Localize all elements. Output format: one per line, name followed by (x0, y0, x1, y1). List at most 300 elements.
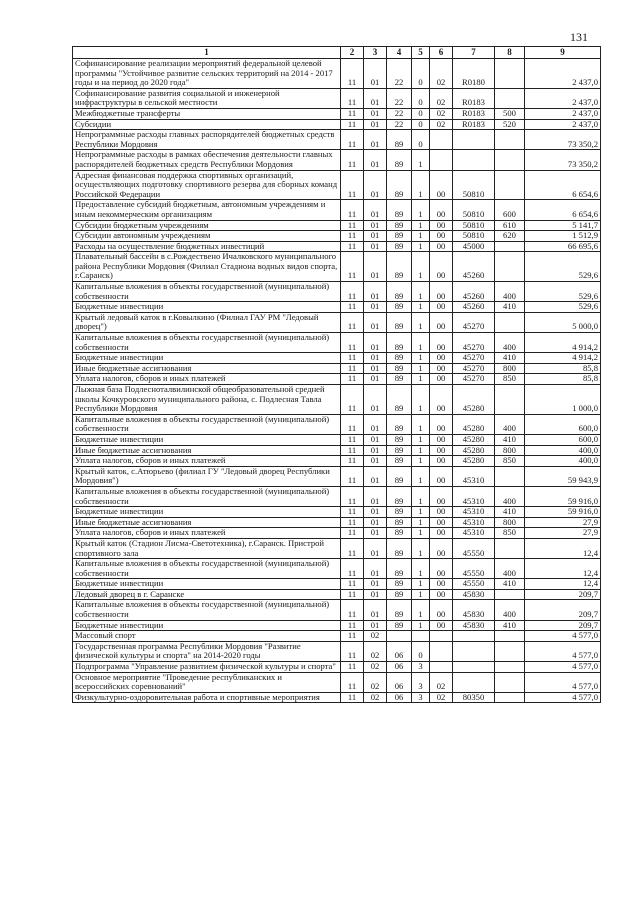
amount-cell: 4 577,0 (525, 641, 601, 661)
code-cell: 45280 (453, 456, 495, 467)
code-cell: 11 (341, 662, 364, 673)
code-cell: 11 (341, 241, 364, 252)
code-cell: 89 (387, 231, 412, 242)
row-name-cell: Бюджетные инвестиции (73, 579, 341, 590)
code-cell: 0 (412, 119, 430, 130)
code-cell: 01 (364, 528, 387, 539)
code-cell: 01 (364, 579, 387, 590)
code-cell: 00 (430, 589, 453, 600)
amount-cell: 5 000,0 (525, 312, 601, 332)
table-row (73, 59, 601, 89)
code-cell: 01 (364, 414, 387, 434)
row-name-cell: Ледовый дворец в г. Саранске (73, 589, 341, 600)
code-cell: 11 (341, 517, 364, 528)
code-cell: 89 (387, 414, 412, 434)
table-row (73, 385, 601, 415)
code-cell: 1 (412, 363, 430, 374)
amount-cell: 5 141,7 (525, 220, 601, 231)
code-cell: 11 (341, 620, 364, 631)
amount-cell: 4 577,0 (525, 631, 601, 642)
code-cell: 45310 (453, 517, 495, 528)
code-cell (495, 241, 525, 252)
amount-cell: 209,7 (525, 589, 601, 600)
code-cell: 1 (412, 241, 430, 252)
code-cell: 11 (341, 130, 364, 150)
code-cell: 01 (364, 333, 387, 353)
code-cell: 89 (387, 363, 412, 374)
code-cell: 89 (387, 333, 412, 353)
amount-cell: 2 437,0 (525, 108, 601, 119)
code-cell: 0 (412, 88, 430, 108)
code-cell: 1 (412, 507, 430, 518)
table-row (73, 150, 601, 170)
code-cell: 45260 (453, 302, 495, 313)
table-row (73, 672, 601, 692)
header-cell: 8 (495, 47, 525, 59)
code-cell: 45270 (453, 363, 495, 374)
code-cell: 01 (364, 589, 387, 600)
row-name-cell: Субсидии бюджетным учреждениям (73, 220, 341, 231)
amount-cell: 6 654,6 (525, 200, 601, 220)
amount-cell: 12,4 (525, 579, 601, 590)
header-cell: 4 (387, 47, 412, 59)
code-cell: 89 (387, 353, 412, 364)
code-cell: 620 (495, 231, 525, 242)
code-cell: 410 (495, 353, 525, 364)
code-cell: 410 (495, 302, 525, 313)
row-name-cell: Бюджетные инвестиции (73, 353, 341, 364)
header-cell: 1 (73, 47, 341, 59)
code-cell: 11 (341, 692, 364, 703)
amount-cell: 600,0 (525, 414, 601, 434)
code-cell: 89 (387, 579, 412, 590)
code-cell: R0183 (453, 108, 495, 119)
code-cell: 1 (412, 353, 430, 364)
amount-cell: 4 914,2 (525, 353, 601, 364)
code-cell: 11 (341, 600, 364, 620)
code-cell: 45270 (453, 353, 495, 364)
code-cell: 11 (341, 231, 364, 242)
table-row (73, 231, 601, 242)
code-cell: 06 (387, 662, 412, 673)
code-cell: 01 (364, 517, 387, 528)
code-cell: 11 (341, 466, 364, 486)
code-cell: 00 (430, 241, 453, 252)
code-cell: 400 (495, 414, 525, 434)
code-cell: 1 (412, 445, 430, 456)
code-cell: 00 (430, 528, 453, 539)
row-name-cell: Иные бюджетные ассигнования (73, 363, 341, 374)
row-name-cell: Капитальные вложения в объекты государственной (муниципальной) собственности (73, 600, 341, 620)
amount-cell: 85,8 (525, 374, 601, 385)
code-cell: 89 (387, 150, 412, 170)
row-name-cell: Адресная финансовая поддержка спортивных организаций, осуществляющих подготовку спортивного резерва для сборных команд Российской Федерации (73, 170, 341, 200)
code-cell (387, 631, 412, 642)
table-row (73, 538, 601, 558)
table-row (73, 434, 601, 445)
row-name-cell: Софинансирование развития социальной и инженерной инфраструктуры в сельской местности (73, 88, 341, 108)
code-cell (430, 150, 453, 170)
code-cell (453, 641, 495, 661)
code-cell (495, 672, 525, 692)
table-row (73, 579, 601, 590)
code-cell: 00 (430, 353, 453, 364)
code-cell: 800 (495, 363, 525, 374)
row-name-cell: Межбюджетные трансферты (73, 108, 341, 119)
code-cell: 1 (412, 200, 430, 220)
code-cell: 89 (387, 252, 412, 282)
page-number: 131 (570, 30, 588, 44)
code-cell: 00 (430, 385, 453, 415)
code-cell (430, 662, 453, 673)
code-cell: 11 (341, 414, 364, 434)
code-cell: 50810 (453, 220, 495, 231)
row-name-cell: Капитальные вложения в объекты государственной (муниципальной) собственности (73, 282, 341, 302)
code-cell: 45260 (453, 282, 495, 302)
code-cell: 400 (495, 600, 525, 620)
row-name-cell: Подпрограмма "Управление развитием физической культуры и спорта" (73, 662, 341, 673)
code-cell: 3 (412, 672, 430, 692)
table-row (73, 631, 601, 642)
budget-table (72, 46, 601, 703)
code-cell: 45280 (453, 434, 495, 445)
header-cell: 5 (412, 47, 430, 59)
table-row (73, 220, 601, 231)
code-cell: 0 (412, 108, 430, 119)
code-cell: 01 (364, 170, 387, 200)
code-cell: 00 (430, 414, 453, 434)
code-cell: 11 (341, 507, 364, 518)
amount-cell: 2 437,0 (525, 59, 601, 89)
code-cell: 01 (364, 282, 387, 302)
row-name-cell: Субсидии автономным учреждениям (73, 231, 341, 242)
row-name-cell: Расходы на осуществление бюджетных инвестиций (73, 241, 341, 252)
code-cell: 1 (412, 150, 430, 170)
code-cell: 800 (495, 445, 525, 456)
row-name-cell: Софинансирование реализации мероприятий федеральной целевой программы "Устойчивое развитие сельских территорий на 2014 - 2017 годы и на период до 2020 года" (73, 59, 341, 89)
code-cell: 11 (341, 108, 364, 119)
code-cell: 11 (341, 631, 364, 642)
code-cell: 1 (412, 559, 430, 579)
code-cell: 11 (341, 353, 364, 364)
table-row (73, 312, 601, 332)
code-cell: 1 (412, 302, 430, 313)
table-row (73, 252, 601, 282)
code-cell: 01 (364, 466, 387, 486)
code-cell: 06 (387, 692, 412, 703)
code-cell: 1 (412, 312, 430, 332)
code-cell: 89 (387, 466, 412, 486)
code-cell: 50810 (453, 170, 495, 200)
code-cell: 01 (364, 385, 387, 415)
code-cell: 02 (430, 672, 453, 692)
code-cell: 89 (387, 507, 412, 518)
code-cell: 11 (341, 59, 364, 89)
amount-cell: 209,7 (525, 600, 601, 620)
code-cell: 01 (364, 220, 387, 231)
code-cell (495, 88, 525, 108)
code-cell: 02 (430, 692, 453, 703)
row-name-cell: Основное мероприятие "Проведение республиканских и всероссийских соревнований" (73, 672, 341, 692)
row-name-cell: Капитальные вложения в объекты государственной (муниципальной) собственности (73, 559, 341, 579)
code-cell: 45310 (453, 486, 495, 506)
code-cell: 01 (364, 486, 387, 506)
row-name-cell: Лыжная база Подлесноталвилинской общеобразовательной средней школы Кочкуровского муниципального района, с. Подлесная Тавла Республики Мордовия (73, 385, 341, 415)
row-name-cell: Бюджетные инвестиции (73, 507, 341, 518)
table-row (73, 333, 601, 353)
code-cell: 01 (364, 88, 387, 108)
code-cell: 400 (495, 559, 525, 579)
header-cell: 6 (430, 47, 453, 59)
code-cell: 01 (364, 59, 387, 89)
row-name-cell: Капитальные вложения в объекты государственной (муниципальной) собственности (73, 333, 341, 353)
code-cell: 11 (341, 88, 364, 108)
code-cell: 410 (495, 579, 525, 590)
table-row (73, 466, 601, 486)
row-name-cell: Капитальные вложения в объекты государственной (муниципальной) собственности (73, 414, 341, 434)
table-row (73, 241, 601, 252)
code-cell (495, 589, 525, 600)
amount-cell: 59 916,0 (525, 507, 601, 518)
amount-cell: 73 350,2 (525, 150, 601, 170)
code-cell: 500 (495, 108, 525, 119)
code-cell: 11 (341, 528, 364, 539)
code-cell: 1 (412, 170, 430, 200)
row-name-cell: Непрограммные расходы главных распорядителей бюджетных средств Республики Мордовия (73, 130, 341, 150)
code-cell: 45830 (453, 589, 495, 600)
amount-cell: 66 695,6 (525, 241, 601, 252)
code-cell (495, 59, 525, 89)
code-cell: 02 (430, 88, 453, 108)
amount-cell: 400,0 (525, 445, 601, 456)
code-cell: 22 (387, 108, 412, 119)
code-cell: 00 (430, 302, 453, 313)
code-cell (495, 631, 525, 642)
code-cell: 00 (430, 282, 453, 302)
code-cell: 1 (412, 589, 430, 600)
code-cell: 02 (430, 59, 453, 89)
row-name-cell: Предоставление субсидий бюджетным, автономным учреждениям и иным некоммерческим организациям (73, 200, 341, 220)
code-cell: 1 (412, 456, 430, 467)
code-cell: 01 (364, 119, 387, 130)
code-cell: R0183 (453, 119, 495, 130)
table-row (73, 456, 601, 467)
code-cell: 3 (412, 692, 430, 703)
code-cell: 89 (387, 220, 412, 231)
code-cell: 89 (387, 434, 412, 445)
code-cell: 11 (341, 150, 364, 170)
table-row (73, 200, 601, 220)
code-cell: 1 (412, 220, 430, 231)
table-row (73, 119, 601, 130)
code-cell: 45310 (453, 528, 495, 539)
code-cell: 00 (430, 445, 453, 456)
code-cell: 11 (341, 445, 364, 456)
header-cell: 2 (341, 47, 364, 59)
code-cell (453, 130, 495, 150)
code-cell: 01 (364, 507, 387, 518)
code-cell: 11 (341, 363, 364, 374)
code-cell: 00 (430, 507, 453, 518)
code-cell: 1 (412, 333, 430, 353)
code-cell (453, 631, 495, 642)
table-row (73, 600, 601, 620)
code-cell: 89 (387, 559, 412, 579)
code-cell: 89 (387, 528, 412, 539)
code-cell: 01 (364, 252, 387, 282)
table-row (73, 88, 601, 108)
code-cell: 1 (412, 600, 430, 620)
code-cell: 0 (412, 641, 430, 661)
header-cell: 9 (525, 47, 601, 59)
amount-cell: 4 914,2 (525, 333, 601, 353)
code-cell: 01 (364, 241, 387, 252)
code-cell: 610 (495, 220, 525, 231)
code-cell: 1 (412, 517, 430, 528)
code-cell (495, 692, 525, 703)
code-cell: 01 (364, 130, 387, 150)
code-cell (453, 672, 495, 692)
code-cell (495, 130, 525, 150)
code-cell: 89 (387, 130, 412, 150)
code-cell: 11 (341, 170, 364, 200)
code-cell: 45550 (453, 538, 495, 558)
code-cell: 00 (430, 538, 453, 558)
code-cell: 45550 (453, 579, 495, 590)
code-cell: 1 (412, 414, 430, 434)
table-row (73, 363, 601, 374)
amount-cell: 85,8 (525, 363, 601, 374)
code-cell: 11 (341, 456, 364, 467)
code-cell: 1 (412, 385, 430, 415)
code-cell: 01 (364, 434, 387, 445)
table-row (73, 641, 601, 661)
code-cell (412, 631, 430, 642)
code-cell: 850 (495, 374, 525, 385)
code-cell: 01 (364, 108, 387, 119)
code-cell: 02 (364, 662, 387, 673)
table-row (73, 108, 601, 119)
code-cell: 00 (430, 466, 453, 486)
amount-cell: 400,0 (525, 456, 601, 467)
code-cell: 11 (341, 200, 364, 220)
table-row (73, 486, 601, 506)
code-cell: 01 (364, 312, 387, 332)
code-cell: 89 (387, 302, 412, 313)
amount-cell: 59 943,9 (525, 466, 601, 486)
table-row (73, 170, 601, 200)
row-name-cell: Уплата налогов, сборов и иных платежей (73, 528, 341, 539)
code-cell (430, 130, 453, 150)
code-cell: 00 (430, 333, 453, 353)
code-cell: 45280 (453, 445, 495, 456)
code-cell: 11 (341, 119, 364, 130)
code-cell (430, 631, 453, 642)
code-cell: 1 (412, 538, 430, 558)
code-cell (495, 385, 525, 415)
row-name-cell: Иные бюджетные ассигнования (73, 445, 341, 456)
code-cell: 01 (364, 353, 387, 364)
amount-cell: 209,7 (525, 620, 601, 631)
amount-cell: 529,6 (525, 252, 601, 282)
code-cell: 1 (412, 252, 430, 282)
header-cell: 3 (364, 47, 387, 59)
amount-cell: 529,6 (525, 302, 601, 313)
row-name-cell: Иные бюджетные ассигнования (73, 517, 341, 528)
code-cell: 00 (430, 252, 453, 282)
code-cell: 410 (495, 434, 525, 445)
amount-cell: 4 577,0 (525, 662, 601, 673)
code-cell: 06 (387, 672, 412, 692)
code-cell: 0 (412, 59, 430, 89)
row-name-cell: Непрограммные расходы в рамках обеспечения деятельности главных распорядителей бюджетных средств Республики Мордовия (73, 150, 341, 170)
code-cell: 22 (387, 88, 412, 108)
table-row (73, 445, 601, 456)
code-cell: 11 (341, 220, 364, 231)
code-cell: 11 (341, 672, 364, 692)
code-cell: 410 (495, 507, 525, 518)
code-cell: 02 (430, 108, 453, 119)
code-cell: 50810 (453, 200, 495, 220)
row-name-cell: Физкультурно-оздоровительная работа и спортивные мероприятия (73, 692, 341, 703)
code-cell (495, 252, 525, 282)
code-cell: 11 (341, 589, 364, 600)
code-cell: 00 (430, 170, 453, 200)
code-cell: 89 (387, 312, 412, 332)
code-cell: 00 (430, 200, 453, 220)
code-cell: 02 (364, 641, 387, 661)
code-cell: 00 (430, 559, 453, 579)
code-cell: 02 (364, 692, 387, 703)
code-cell: 410 (495, 620, 525, 631)
amount-cell: 2 437,0 (525, 88, 601, 108)
code-cell: R0183 (453, 88, 495, 108)
amount-cell: 59 916,0 (525, 486, 601, 506)
code-cell: 00 (430, 434, 453, 445)
code-cell: 850 (495, 456, 525, 467)
code-cell: 01 (364, 620, 387, 631)
row-name-cell: Капитальные вложения в объекты государственной (муниципальной) собственности (73, 486, 341, 506)
code-cell: 89 (387, 170, 412, 200)
code-cell: 1 (412, 528, 430, 539)
code-cell: 89 (387, 517, 412, 528)
code-cell: 00 (430, 600, 453, 620)
table-row (73, 130, 601, 150)
code-cell: 45550 (453, 559, 495, 579)
code-cell: 1 (412, 620, 430, 631)
code-cell: 01 (364, 302, 387, 313)
amount-cell: 600,0 (525, 434, 601, 445)
code-cell: 01 (364, 445, 387, 456)
code-cell: 45280 (453, 414, 495, 434)
code-cell: 89 (387, 200, 412, 220)
code-cell: 11 (341, 579, 364, 590)
amount-cell: 6 654,6 (525, 170, 601, 200)
code-cell: 11 (341, 333, 364, 353)
code-cell: 1 (412, 374, 430, 385)
code-cell: 11 (341, 434, 364, 445)
table-row (73, 692, 601, 703)
code-cell: 1 (412, 231, 430, 242)
code-cell: 00 (430, 456, 453, 467)
table-row (73, 620, 601, 631)
code-cell: 45310 (453, 507, 495, 518)
code-cell: 800 (495, 517, 525, 528)
code-cell: 600 (495, 200, 525, 220)
code-cell: 45830 (453, 620, 495, 631)
code-cell: 11 (341, 282, 364, 302)
amount-cell: 1 512,9 (525, 231, 601, 242)
